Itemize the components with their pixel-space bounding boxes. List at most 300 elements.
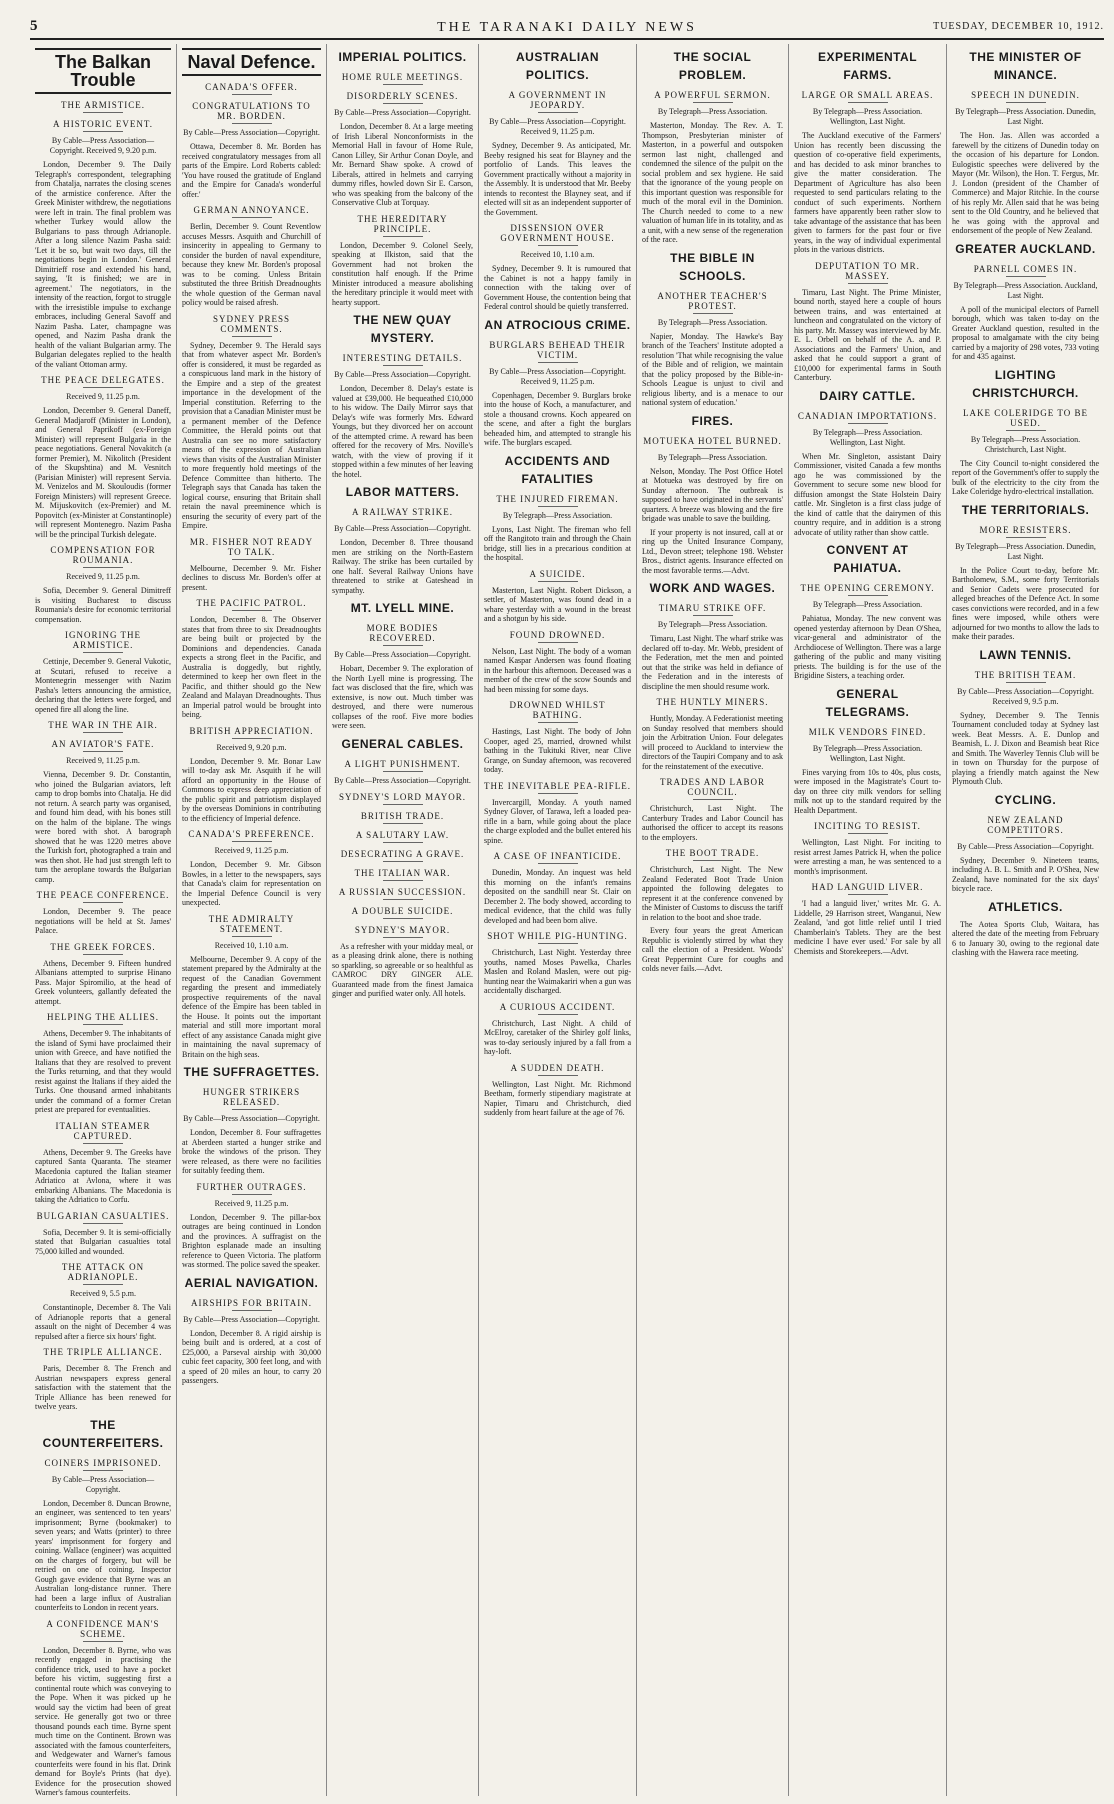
- article-text: The Aotea Sports Club, Waitara, has altered the date of the meeting from February 6 to January 30, owing to the regional date clashing with the Hawera race meeting.: [952, 919, 1099, 957]
- article-text: Sydney, December 9. The Tennis Tournament concluded today at Sydney last week. Beat Messrs. A. E. Dunlop and Beamish, L. J. Dixon and Beamish beat Rice and Smith. The Waverley Tennis Club will be in town on Thursday for the purpose of playing a friendly match against the New Plymouth Club.: [952, 710, 1099, 786]
- article-part: [35, 572, 171, 582]
- article-part: [182, 1114, 321, 1124]
- article-text: Hastings, Last Night. The body of John Cooper, aged 25, married, drowned whilst bathing in the Tukituki River, near Clive Grange, on Sunday afternoon, was recovered today.: [484, 727, 631, 774]
- sub-headline: INCITING TO RESIST.: [794, 821, 941, 834]
- article-part: [794, 744, 941, 764]
- section-headline: THE COUNTERFEITERS.: [42, 1417, 164, 1450]
- article-text: Masterton, Monday. The Rev. A. T. Thompson, Presbyterian minister of Masterton, in a powerful and outspoken sermon last night, challenged and condemned the silence of the pulpit on the social problem and sex hygiene. He said that the ignorance of the young people on this important question was responsible for much of the moral evil in the Dominion. The Church needed to come to a new valuation of human life in its totality, and as a unit, with a new sense of the regeneration of the race.: [642, 121, 784, 244]
- article-part: [35, 756, 171, 766]
- article-text: London, December 9. The peace negotiations will be held at St. James' Palace.: [35, 907, 171, 935]
- article-section: [794, 48, 941, 84]
- article-part: [182, 846, 321, 856]
- article-part: [182, 743, 321, 753]
- article-text: Sofia, December 9. It is semi-officially stated that Bulgarian casualties total 75,000 killed and wounded.: [35, 1227, 171, 1256]
- dateline: By Cable—Press Association—Copyright.: [51, 1474, 155, 1494]
- article-text: Christchurch, Last Night. A child of McElroy, caretaker of the Shirley golf links, was to-day seriously injured by a fall from a hay-loft.: [484, 1018, 631, 1056]
- sub-headline: DISSENSION OVER GOVERNMENT HOUSE.: [484, 223, 631, 246]
- dateline: By Telegraph—Press Association. Wellington, Last Night.: [812, 743, 923, 763]
- dateline: Received 9, 9.20 p.m.: [216, 742, 287, 752]
- article-part: [332, 868, 473, 881]
- article-part: [952, 131, 1099, 236]
- article-part: [332, 792, 473, 805]
- article-part: [332, 538, 473, 595]
- article-text: Christchurch, Last Night. Yesterday three youths, named Moses Pawelka, Charles Maslen and Roland Maslen, were out pig-hunting near the Waimakariri when a gun was accidentally discharged.: [484, 948, 631, 995]
- article-part: [182, 1213, 321, 1270]
- section-headline: GREATER AUCKLAND.: [955, 241, 1096, 256]
- article-part: [642, 634, 783, 691]
- column-7: [946, 44, 1104, 1796]
- dateline: By Telegraph—Press Association. Wellington, Last Night.: [812, 107, 923, 126]
- article-part: [35, 160, 171, 369]
- sub-headline: HUNGER STRIKERS RELEASED.: [182, 1087, 321, 1110]
- article-section: [952, 791, 1099, 809]
- article-part: [182, 860, 321, 908]
- article-part: [484, 700, 631, 723]
- article-section: [182, 1274, 321, 1292]
- article-section: [484, 452, 631, 488]
- article-part: [182, 142, 321, 199]
- article-part: [35, 392, 171, 402]
- article-part: [182, 82, 321, 95]
- article-part: [794, 288, 941, 383]
- article-text: Berlin, December 9. Count Reventlow accuses Messrs. Asquith and Churchill of insincerity in appealing to Germany to consider the burden of naval expenditure, because they knew Mr. Borden's proposal was to be coming. Unless Britain substituted the three British Dreadnoughts the whole question of the German naval policy would be raised afresh.: [182, 222, 321, 307]
- section-headline: THE NEW QUAY MYSTERY.: [353, 313, 452, 345]
- article-text: If your property is not insured, call at or ring up the United Insurance Company, Ltd., Devon street; telephone 198. Webster Bros., district agents. Insurance effected on the most favorable terms.—Advt.: [642, 527, 783, 575]
- article-part: [332, 214, 473, 237]
- sub-headline: A CASE OF INFANTICIDE.: [484, 851, 631, 864]
- article-part: [642, 620, 783, 630]
- article-part: [35, 375, 171, 388]
- article-text: London, December 9. The Daily Telegraph's correspondent, telegraphing from Chatalja, narrates the closing scenes of the armistice conference. After the Greek Minister withdrew, the negotiations were left in train. The final problem was whether Turkey would allow the Bulgarians to pass through Adrianople. After a long silence Nazim Pasha said: 'Let it be so, but wait two days, till the negotiations begin in London.' General Dimitrieff rose and extended his hand, saying, 'It is finished; we are in agreement.' The negotiators, in the intensity of the reaction, forgot to struggle with the irresistible impulse to exchange embraces, including General Savoff and Nazim Pasha. Later, champagne was opened, and Nazim Pasha drank the health of the valiant Bulgarian army. The Bulgarian delegates replied to the health of the valiant Ottoman army.: [35, 160, 171, 369]
- article-part: [35, 586, 171, 624]
- dateline: Received 9, 11.25 p.m.: [66, 572, 140, 581]
- article-part: [794, 899, 941, 956]
- sub-headline: TRADES AND LABOR COUNCIL.: [642, 777, 783, 800]
- section-headline: THE TERRITORIALS.: [961, 502, 1090, 517]
- dateline: By Cable—Press Association—Copyright.: [183, 128, 320, 137]
- sub-headline: BRITISH APPRECIATION.: [182, 726, 321, 739]
- article-text: Lyons, Last Night. The fireman who fell off the Rangitoto train and through the Chain bridge, still lies in a precarious condition at the hospital.: [484, 524, 631, 562]
- article-part: [332, 384, 473, 479]
- article-text: Masterton, Last Night. Robert Dickson, a settler, of Masterton, was found dead in a whare yesterday with a wound in the breast and a shotgun by his side.: [484, 585, 631, 623]
- article-text: Nelson, Last Night. The body of a woman named Kaspar Andersen was found floating in the harbour this afternoon. Deceased was a member of the crew of the scow Sounds and had been missing for some days.: [484, 646, 631, 694]
- dateline: By Cable—Press Association—Copyright.: [183, 1314, 320, 1324]
- article-part: [642, 107, 783, 117]
- sub-headline: MR. FISHER NOT READY TO TALK.: [182, 537, 321, 560]
- article-text: London, December 9. Mr. Gibson Bowles, in a letter to the newspapers, says that Canada's claim for representation on the Imperial Defence Council is very unexpected.: [182, 860, 321, 907]
- dateline: By Telegraph—Press Association. Wellington, Last Night.: [812, 427, 923, 447]
- section-headline: AUSTRALIAN POLITICS.: [516, 50, 599, 82]
- article-text: Sofia, December 9. General Dimitreff is visiting Bucharest to discuss Roumania's desire for economic territorial compensation.: [35, 586, 171, 624]
- sub-headline: FURTHER OUTRAGES.: [182, 1182, 321, 1195]
- article-section: [952, 48, 1099, 84]
- article-text: Paris, December 8. The French and Austrian newspapers express general satisfaction with the statement that the Triple Alliance has been renewed for twelve years.: [35, 1364, 171, 1411]
- column-6: [788, 44, 946, 1796]
- section-headline: LAWN TENNIS.: [979, 647, 1072, 662]
- sub-headline: HAD LANGUID LIVER.: [794, 882, 941, 895]
- sub-headline: SPEECH IN DUNEDIN.: [952, 90, 1099, 103]
- article-part: [182, 101, 321, 124]
- article-part: [794, 882, 941, 895]
- columns-container: [30, 44, 1104, 1796]
- sub-headline: PARNELL COMES IN.: [952, 264, 1099, 277]
- section-headline: CONVENT AT PAHIATUA.: [826, 543, 909, 575]
- article-part: [182, 1329, 321, 1386]
- sub-headline: ITALIAN STEAMER CAPTURED.: [35, 1121, 171, 1144]
- dateline: By Cable—Press Association—Copyright.: [334, 650, 471, 659]
- article-part: [35, 1458, 171, 1471]
- article-part: [182, 757, 321, 824]
- sub-headline: BURGLARS BEHEAD THEIR VICTIM.: [484, 340, 631, 363]
- column-3: [326, 44, 478, 1796]
- article-part: [332, 370, 473, 380]
- dateline: By Telegraph—Press Association. Auckland, Last Night.: [953, 280, 1098, 300]
- article-text: London, December 8. A rigid airship is being built and is ordered, at a cost of £25,000, a Parseval airship with 30,000 cubic feet capacity, 300 feet long, and with a speed of 20 miles an hour, to carry 20 passengers.: [182, 1328, 321, 1385]
- article-part: [35, 942, 171, 955]
- sub-headline: THE PACIFIC PATROL.: [182, 598, 321, 611]
- article-part: [182, 941, 321, 951]
- article-part: [35, 1303, 171, 1341]
- sub-headline: COMPENSATION FOR ROUMANIA.: [35, 545, 171, 568]
- article-section: [332, 735, 473, 753]
- article-text: Melbourne, December 9. A copy of the statement prepared by the Admiralty at the request of the Canadian Government regarding the present and immediately prospective requirements of the naval defence of the Empire has been tabled in the House. It points out the important material and still more important moral effect of any assistance Canada might give in maintaining the naval supremacy of Britain on the high seas.: [182, 954, 321, 1059]
- article-part: [35, 890, 171, 903]
- sub-headline: BULGARIAN CASUALTIES.: [35, 1211, 171, 1224]
- article-text: Athens, December 9. The Greeks have captured Santa Quaranta. The steamer Macedonia captured the Italian steamer Adriatico at Avlona, where it was embarking Albanians. The Macedonia is taking the Adriatico to Corfu.: [35, 1147, 171, 1204]
- section-headline: Naval Defence.: [182, 48, 321, 76]
- article-section: [952, 366, 1099, 402]
- article-part: [484, 586, 631, 624]
- sub-headline: COINERS IMPRISONED.: [35, 1458, 171, 1471]
- section-headline: GENERAL TELEGRAMS.: [825, 686, 910, 719]
- newspaper-title: THE TARANAKI DAILY NEWS: [437, 20, 697, 35]
- article-part: [35, 907, 171, 936]
- article-part: [182, 205, 321, 218]
- article-part: [35, 657, 171, 714]
- sub-headline: THE BRITISH TEAM.: [952, 670, 1099, 683]
- dateline: By Telegraph—Press Association.: [657, 620, 768, 629]
- article-text: London, December 9. Colonel Seely, speaking at Ilkiston, said that the Government had not broken the constitution half enough. If the Prime Minister introduced a measure abolishing the hereditary principle it would meet with hearty support.: [332, 240, 473, 307]
- article-part: [35, 1228, 171, 1257]
- sub-headline: A DOUBLE SUICIDE.: [332, 906, 473, 919]
- article-text: Athens, December 9. Fifteen hundred Albanians attempted to surprise Hinano Pass. Major Spiromilio, at the head of Greek volunteers, gallantly defeated the attempt.: [35, 958, 171, 1006]
- dateline: By Cable—Press Association—Copyright. Received 9, 9.5 p.m.: [957, 686, 1094, 706]
- article-part: [332, 108, 473, 118]
- article-part: [182, 341, 321, 531]
- article-part: [332, 830, 473, 843]
- article-text: London, December 8. Delay's estate is valued at £39,000. He bequeathed £10,000 to his widow. The Daily Mirror says that Delay's wife was formerly Mrs. Edward Youngs, but they divorced her on account of the attempted crime. A reward has been offered for the recovery of Mrs. Noville's watch, with the view of proving if it stopped within a few minutes of her leaving the hotel.: [332, 384, 473, 479]
- article-section: [332, 483, 473, 501]
- article-part: [182, 1182, 321, 1195]
- article-part: [794, 131, 941, 255]
- section-headline: WORK AND WAGES.: [649, 581, 776, 595]
- article-part: [182, 314, 321, 337]
- dateline: By Cable—Press Association—Copyright.: [334, 370, 471, 379]
- sub-headline: SYDNEY PRESS COMMENTS.: [182, 314, 321, 337]
- article-section: [642, 412, 783, 430]
- sub-headline: THE ITALIAN WAR.: [332, 868, 473, 881]
- article-part: [332, 650, 473, 660]
- sub-headline: CANADA'S PREFERENCE.: [182, 829, 321, 842]
- article-part: [182, 615, 321, 720]
- sub-headline: THE ADMIRALTY STATEMENT.: [182, 914, 321, 937]
- article-part: [952, 542, 1099, 562]
- sub-headline: CANADA'S OFFER.: [182, 82, 321, 95]
- article-part: [794, 821, 941, 834]
- article-text: Fines varying from 10s to 40s, plus costs, were imposed in the Magistrate's Court to-day on three city milk vendors for selling milk not up to the standard required by the Health Department.: [794, 767, 941, 815]
- article-part: [484, 367, 631, 387]
- sub-headline: A SUDDEN DEATH.: [484, 1063, 631, 1076]
- article-text: London, December 8. At a large meeting of Irish Liberal Nonconformists in the Memorial Hall in favour of Home Rule, Canon Lilley, Sir Arthur Conan Doyle, and Mr. Bernard Shaw spoke. A crowd of Liberals, attired in helmets and carrying dummy rifles, howled down Sir E. Carson, who was speaking from the balcony of the Conservative Club at Torquay.: [332, 122, 473, 207]
- sub-headline: THE TRIPLE ALLIANCE.: [35, 1347, 171, 1360]
- dateline: By Cable—Press Association—Copyright.: [334, 108, 471, 117]
- sub-headline: A GOVERNMENT IN JEOPARDY.: [484, 90, 631, 113]
- article-text: London, December 9. The pillar-box outrages are being continued in London and the provinces. A suffragist on the Brighton esplanade made an insulting reference to Queen Victoria. The platform was stormed. The police saved the speaker.: [182, 1212, 321, 1269]
- dateline: Received 10, 1.10 a.m.: [520, 250, 595, 259]
- article-part: [484, 250, 631, 260]
- article-part: [35, 1499, 171, 1613]
- section-headline: ATHLETICS.: [988, 899, 1063, 914]
- sub-headline: INTERESTING DETAILS.: [332, 353, 473, 366]
- article-part: [484, 117, 631, 137]
- article-part: [952, 670, 1099, 683]
- article-text: Dunedin, Monday. An inquest was held this morning on the infant's remains deposited on the sandhill near St. Clair on December 2. The body showed, according to medical evidence, that the child was fully developed and had been born alive.: [484, 868, 631, 925]
- article-part: [484, 340, 631, 363]
- article-part: [794, 727, 941, 740]
- sub-headline: A RUSSIAN SUCCESSION.: [332, 887, 473, 900]
- section-headline: IMPERIAL POLITICS.: [338, 50, 467, 64]
- sub-headline: A LIGHT PUNISHMENT.: [332, 759, 473, 772]
- sub-headline: A RAILWAY STRIKE.: [332, 507, 473, 520]
- article-text: Ottawa, December 8. Mr. Borden has received congratulatory messages from all parts of the Empire. Lord Roberts cabled: 'You have roused the gratitude of England and the Empire for Canada's wonderful offer.': [182, 142, 321, 199]
- article-part: [794, 90, 941, 103]
- article-section: [182, 1063, 321, 1081]
- article-part: [484, 868, 631, 925]
- article-part: [794, 614, 941, 681]
- article-part: [484, 223, 631, 246]
- article-part: [642, 121, 783, 245]
- sub-headline: THE HEREDITARY PRINCIPLE.: [332, 214, 473, 237]
- article-text: London, December 8. Duncan Browne, an engineer, was sentenced to ten years' imprisonment; Byrne (bookmaker) to seven years; and Watts (printer) to three years' imprisonment for forgery and coining. Wallace (engineer) was acquitted on the charges of forgery, but will be retried on one of coining. Inspector Gough gave evidence that Byrne was an Australian long-distance runner. There had been a large influx of Australian counterfeits to London in recent years.: [35, 1498, 171, 1612]
- article-section: [952, 501, 1099, 519]
- dateline: By Cable—Press Association—Copyright.: [957, 841, 1094, 851]
- article-part: [484, 511, 631, 521]
- article-part: [952, 842, 1099, 852]
- article-part: [35, 136, 171, 156]
- article-part: [332, 942, 473, 999]
- article-section: [794, 541, 941, 577]
- article-text: Timaru, Last Night. The Prime Minister, bound north, stayed here a couple of hours between trains, and was entertained at luncheon and congratulated on the victory of his party. Mr. Massey was interviewed by Mr. E. L. Orbell on behalf of the A. and P. Associations and the Farmers' Union, and asked that he could support a grant of £10,000 for experimental farms in South Canterbury.: [794, 287, 941, 382]
- article-text: London, December 8. The Observer states that from three to six Dreadnoughts are being built or projected by the Dominions and dependencies. Canada expects a strong fleet in the Pacific, and Australia is doggedly, but rightly, determined to keep her own fleet in the Pacific, and thither should go the New Zealand and Malayan Dreadnoughts. Thus an Imperial patrol would be brought into being.: [182, 615, 321, 719]
- article-part: [642, 332, 783, 408]
- article-section: [35, 1416, 171, 1452]
- sub-headline: THE OPENING CEREMONY.: [794, 583, 941, 596]
- article-part: [182, 1199, 321, 1209]
- sub-headline: CONGRATULATIONS TO MR. BORDEN.: [182, 101, 321, 124]
- dateline: By Telegraph—Press Association. Christchurch, Last Night.: [970, 434, 1081, 454]
- article-part: [642, 848, 783, 861]
- article-part: [35, 119, 171, 132]
- article-part: [952, 435, 1099, 455]
- sub-headline: SYDNEY'S MAYOR.: [332, 925, 473, 938]
- article-text: Timaru, Last Night. The wharf strike was declared off to-day. Mr. Webb, president of the Federation, met the men and pointed out that the strike was held in defiance of the Federation and in the interests of discipline the men should resume work.: [642, 634, 783, 691]
- article-part: [794, 261, 941, 284]
- sub-headline: THE PEACE CONFERENCE.: [35, 890, 171, 903]
- sub-headline: A HISTORIC EVENT.: [35, 119, 171, 132]
- sub-headline: CANADIAN IMPORTATIONS.: [794, 411, 941, 424]
- article-part: [952, 815, 1099, 838]
- article-part: [794, 452, 941, 538]
- article-part: [35, 1347, 171, 1360]
- article-part: [642, 453, 783, 463]
- article-part: [484, 1080, 631, 1118]
- article-text: In the Police Court to-day, before Mr. Bartholomew, S.M., some forty Territorials and Senior Cadets were prosecuted for alleged breaches of the Defence Act. In some cases convictions were recorded, and in a few fines were imposed, while others were adjourned for two months to allow the lads to make their parades.: [952, 565, 1099, 641]
- sub-headline: THE ARMISTICE.: [35, 100, 171, 113]
- article-section: [642, 579, 783, 597]
- dateline: By Cable—Press Association—Copyright. Received 9, 11.25 p.m.: [489, 117, 626, 136]
- article-part: [332, 91, 473, 104]
- article-part: [35, 1012, 171, 1025]
- article-part: [484, 630, 631, 643]
- article-part: [182, 128, 321, 138]
- article-text: Napier, Monday. The Hawke's Bay branch of the Teachers' Institute adopted a resolution 'That while recognising the value of the Bible and of religion, we maintain that the policy proposed by the Bible-in-Schools League is unjust to civil and religious liberty, and is a menace to our national system of education.': [642, 331, 783, 407]
- article-section: [794, 685, 941, 721]
- sub-headline: HELPING THE ALLIES.: [35, 1012, 171, 1025]
- sub-headline: DESECRATING A GRAVE.: [332, 849, 473, 862]
- section-headline: LABOR MATTERS.: [345, 485, 460, 499]
- dateline: By Telegraph—Press Association.: [657, 317, 768, 327]
- article-part: [484, 647, 631, 695]
- sub-headline: THE WAR IN THE AIR.: [35, 720, 171, 733]
- article-part: [794, 428, 941, 448]
- article-part: [332, 849, 473, 862]
- article-part: [642, 291, 783, 314]
- dateline: By Cable—Press Association—Copyright. Received 9, 9.20 p.m.: [49, 136, 157, 155]
- sub-headline: THE GREEK FORCES.: [35, 942, 171, 955]
- article-part: [484, 569, 631, 582]
- section-headline: THE SOCIAL PROBLEM.: [673, 50, 752, 82]
- article-section: [484, 316, 631, 334]
- article-section: [332, 311, 473, 347]
- sub-headline: HOME RULE MEETINGS.: [332, 72, 473, 85]
- article-part: [794, 107, 941, 127]
- article-text: London, December 9. General Daneff, General Madjaroff (Minister in London), and General Paprikoff (ex-Foreign Minister) will represent Bulgaria in the peace negotiations. General Novakitch (a former Premier), M. Nikolitch (President of the Skupshtina) and M. Vesnitch (Parisian Minister) will represent Servia. M. Venizelos and M. Skouloudis (former Foreign Ministers) will represent Greece. M. Mijuskovitch (ex-Premier) and M. Popovitch (ex-Minister at Constantinople) will represent Montenegro. Nazim Pasha will be the principal Turkish delegate.: [35, 406, 171, 539]
- article-part: [642, 926, 783, 974]
- article-section: [332, 48, 473, 66]
- article-text: Christchurch, Last Night. The Canterbury Trades and Labor Council has authorised the officer to accept its reasons to the employers.: [642, 804, 783, 842]
- article-part: [35, 1029, 171, 1115]
- section-headline: THE SUFFRAGETTES.: [183, 1065, 320, 1079]
- article-part: [484, 1019, 631, 1057]
- masthead: [30, 18, 1104, 40]
- article-section: [182, 48, 321, 76]
- article-text: As a refresher with your midday meal, or as a pleasing drink alone, there is nothing so sparkling, so agreeable or so healthful as CAMROC DRY GINGER ALE. Guaranteed made from the finest Jamaica ginger and purified water only. All hotels.: [332, 941, 473, 998]
- article-part: [182, 537, 321, 560]
- article-part: [952, 90, 1099, 103]
- article-part: [642, 714, 783, 771]
- dateline: Received 9, 11.25 p.m.: [66, 392, 140, 401]
- section-headline: THE BIBLE IN SCHOOLS.: [670, 250, 755, 283]
- sub-headline: AN AVIATOR'S FATE.: [35, 739, 171, 752]
- article-part: [642, 436, 783, 449]
- article-part: [182, 598, 321, 611]
- article-text: Sydney, December 9. It is rumoured that the Cabinet is not a happy family in connection with the taking over of Government House, the contention being that Federal control should be quietly transferred.: [484, 264, 631, 311]
- article-part: [332, 241, 473, 308]
- sub-headline: A POWERFUL SERMON.: [642, 90, 783, 103]
- article-section: [952, 898, 1099, 916]
- sub-headline: LAKE COLERIDGE TO BE USED.: [952, 408, 1099, 431]
- article-part: [35, 770, 171, 884]
- article-part: [484, 525, 631, 563]
- article-part: [332, 623, 473, 646]
- section-headline: EXPERIMENTAL FARMS.: [817, 50, 918, 82]
- article-part: [952, 459, 1099, 497]
- article-part: [35, 406, 171, 539]
- sub-headline: DEPUTATION TO MR. MASSEY.: [794, 261, 941, 284]
- column-5: [636, 44, 788, 1796]
- article-section: [642, 249, 783, 285]
- sub-headline: MILK VENDORS FINED.: [794, 727, 941, 740]
- section-headline: GENERAL CABLES.: [341, 736, 464, 751]
- article-section: [794, 387, 941, 405]
- article-text: Sydney, December 9. The Herald says that from whatever aspect Mr. Borden's offer is considered, it must be regarded as a conspicuous land mark in the history of the Empire and a step of the greatest importance in the development of the Imperial constitution. Referring to the provision that a Canadian Minister must be a permanent member of the Defence Committee, the Herald points out that Australia can see no more satisfactory means of the expression of Australian views than visits of the Australian Minister to more frequently hold meetings of the Defence Committee than hitherto. The Telegraph says that Canada has taken the logical course, ensuring that Britain shall retain the naval preeminence which is ensuring the security of every part of the Empire.: [182, 340, 321, 530]
- article-part: [794, 838, 941, 876]
- article-part: [35, 1475, 171, 1495]
- article-text: Copenhagen, December 9. Burglars broke into the house of Koch, a manufacturer, and stole a thousand crowns. Koch appeared on the scene, and after a fight the burglars beheaded him, and attempted to strangle his wife. The burglars escaped.: [484, 390, 631, 447]
- section-headline: AN ATROCIOUS CRIME.: [484, 317, 631, 332]
- section-headline: LIGHTING CHRISTCHURCH.: [972, 367, 1079, 400]
- sub-headline: A SUICIDE.: [484, 569, 631, 582]
- article-section: [35, 48, 171, 94]
- article-part: [182, 1298, 321, 1311]
- article-part: [952, 856, 1099, 894]
- section-headline: CYCLING.: [994, 792, 1057, 807]
- column-1: [30, 44, 176, 1796]
- dateline: By Cable—Press Association—Copyright. Received 9, 11.25 p.m.: [489, 366, 626, 386]
- sub-headline: ANOTHER TEACHER'S PROTEST.: [642, 291, 783, 314]
- section-headline: MT. LYELL MINE.: [350, 601, 455, 615]
- article-part: [182, 1087, 321, 1110]
- article-part: [484, 90, 631, 113]
- sub-headline: GERMAN ANNOYANCE.: [182, 205, 321, 218]
- article-part: [182, 829, 321, 842]
- article-part: [484, 727, 631, 775]
- article-part: [35, 1289, 171, 1299]
- section-headline: THE MINISTER OF MINANCE.: [969, 50, 1082, 82]
- article-text: Wellington, Last Night. Mr. Richmond Beetham, formerly stipendiary magistrate at Napier, Timaru and Christchurch, died suddenly from heart failure at the age of 76.: [484, 1079, 631, 1117]
- article-part: [484, 931, 631, 944]
- dateline: Received 9, 11.25 p.m.: [66, 756, 140, 765]
- dateline: By Cable—Press Association—Copyright.: [334, 775, 471, 785]
- column-4: [478, 44, 636, 1796]
- article-part: [332, 72, 473, 85]
- article-part: [952, 711, 1099, 787]
- article-part: [952, 687, 1099, 707]
- article-part: [35, 1121, 171, 1144]
- article-part: [332, 925, 473, 938]
- sub-headline: TIMARU STRIKE OFF.: [642, 603, 783, 616]
- article-part: [794, 411, 941, 424]
- article-section: [484, 48, 631, 84]
- article-text: 'I had a languid liver,' writes Mr. G. A. Liddelle, 29 Harrison street, Wanganui, New Zealand, 'and got little relief until I tried Chamberlain's Tablets. They are the best medicine I have ever used.' For sale by all Chemists and Storekeepers.—Advt.: [794, 899, 941, 956]
- article-part: [332, 507, 473, 520]
- section-headline: AERIAL NAVIGATION.: [184, 1275, 319, 1290]
- article-text: Christchurch, Last Night. The New Zealand Federated Boot Trade Union appointed the following delegates to represent it at the conference convened by the Minister of Customs to discuss the tariff in relation to the boot and shoe trade.: [642, 865, 783, 922]
- dateline: Received 9, 11.25 p.m.: [214, 1198, 289, 1208]
- article-part: [484, 1063, 631, 1076]
- article-text: Sydney, December 9. Nineteen teams, including A. B. L. Smith and P. O'Shea, New Zealand, have nominated for the six days' bicycle race.: [952, 855, 1099, 893]
- article-part: [182, 222, 321, 308]
